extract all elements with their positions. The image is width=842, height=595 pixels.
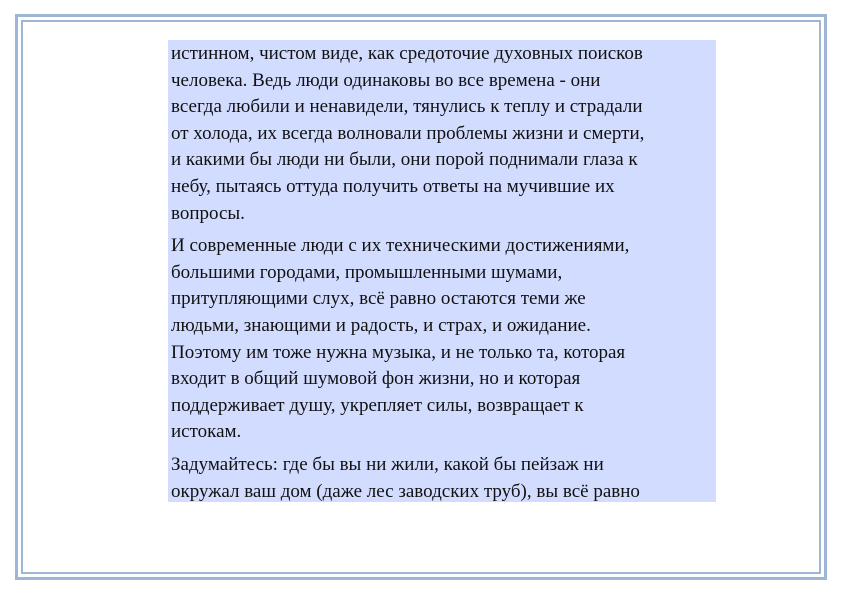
- text-line: большими городами, промышленными шумами,: [171, 261, 563, 283]
- paragraph-1: [171, 41, 713, 227]
- text-line: истокам.: [171, 421, 242, 443]
- text-line: человека. Ведь люди одинаковы во все времена - они: [171, 69, 601, 91]
- text-line: вопросы.: [171, 202, 245, 224]
- text-line: истинном, чистом виде, как средоточие духовных поисков: [171, 43, 643, 64]
- paragraph-2: [171, 233, 713, 446]
- text-line: от холода, их всегда волновали проблемы жизни и смерти,: [171, 122, 645, 144]
- text-line: и какими бы люди ни были, они порой поднимали глаза к: [171, 149, 638, 171]
- text-line: людьми, знающими и радость, и страх, и ожидание.: [171, 314, 591, 336]
- text-line: Поэтому им тоже нужна музыка, и не только та, которая: [171, 341, 626, 363]
- text-line: всегда любили и ненавидели, тянулись к теплу и страдали: [171, 96, 643, 118]
- text-line: И современные люди с их техническими достижениями,: [171, 235, 630, 257]
- text-line: притупляющими слух, всё равно остаются теми же: [171, 288, 586, 310]
- text-line: поддерживает душу, укрепляет силы, возвращает к: [171, 394, 584, 416]
- text-line: Задумайтесь: где бы вы ни жили, какой бы пейзаж ни: [171, 453, 604, 475]
- text-block: [168, 40, 716, 502]
- paragraph-3: [171, 452, 713, 505]
- text-line: небу, пытаясь оттуда получить ответы на мучившие их: [171, 175, 615, 197]
- text-line: входит в общий шумовой фон жизни, но и которая: [171, 368, 581, 390]
- text-line: окружал ваш дом (даже лес заводских труб), вы всё равно: [171, 480, 640, 502]
